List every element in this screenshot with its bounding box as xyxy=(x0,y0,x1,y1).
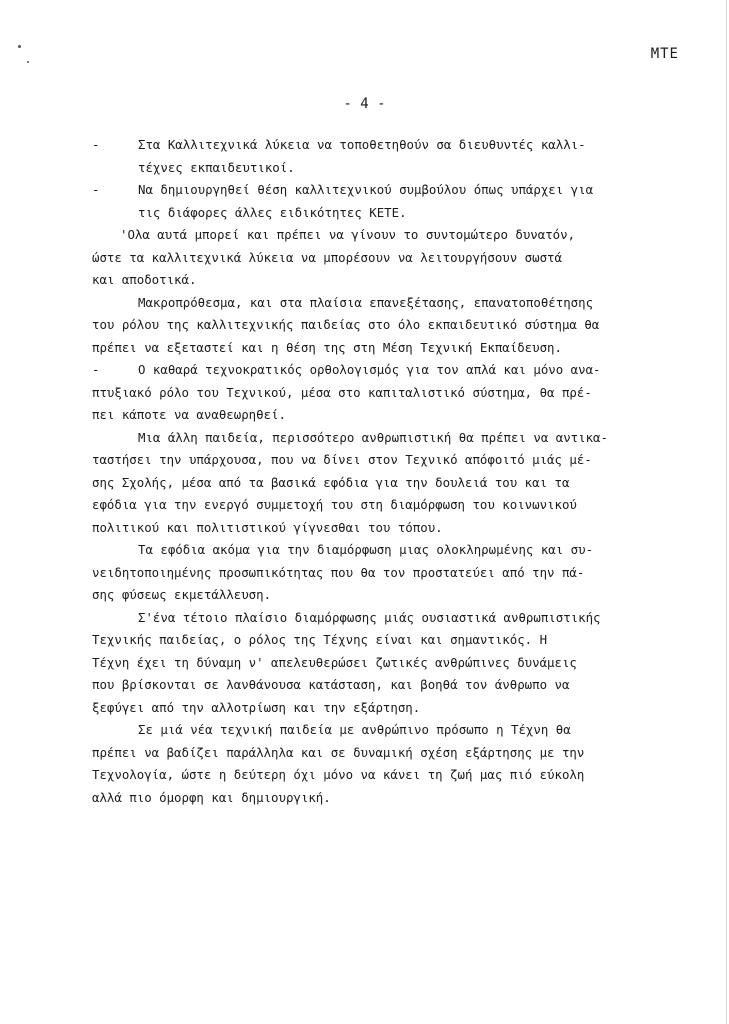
text-line: Τεχνικής παιδείας, ο ρόλος της Τέχνης είναι και σημαντικός. Η xyxy=(92,632,548,647)
text-line: Μακροπρόθεσμα, και στα πλαίσια επανεξέτασης, επανατοποθέτησης xyxy=(138,294,594,310)
text-line: Τέχνη έχει τη δύναμη ν' απελευθερώσει ζωτικές ανθρώπινες δυνάμεις xyxy=(92,654,577,670)
text-line: πτυξιακό ρόλο του Τεχνικού, μέσα στο καπιταλιστικό σύστημα, θα πρέ- xyxy=(92,384,592,400)
scan-edge-line xyxy=(726,0,727,1024)
scan-speck xyxy=(18,45,21,48)
text-line: σης φύσεως εκμετάλλευση. xyxy=(92,587,272,602)
text-line: αλλά πιο όμορφη και δημιουργική. xyxy=(92,789,331,805)
text-line xyxy=(92,179,704,202)
text-line: που βρίσκονται σε λανθάνουσα κατάσταση, και βοηθά τον άνθρωπο να xyxy=(92,677,570,692)
text-line xyxy=(92,359,704,382)
scan-speck xyxy=(27,61,29,63)
header-code: ΜΤΕ xyxy=(650,46,679,62)
text-line: και αποδοτικά. xyxy=(92,272,197,287)
bullet-dash: - xyxy=(92,362,100,377)
text-line: εφόδια για την ενεργό συμμετοχή του στη διαμόρφωση του κοινωνικού xyxy=(92,497,577,512)
text-line: τις διάφορες άλλες ειδικότητες ΚΕΤΕ. xyxy=(138,204,407,220)
text-line: ώστε τα καλλιτεχνικά λύκεια να μπορέσουν να λειτουργήσουν σωστά xyxy=(92,249,562,265)
text-line: του ρόλου της καλλιτεχνικής παιδείας στο όλο εκπαιδευτικό σύστημα θα xyxy=(92,317,600,332)
text-line xyxy=(92,134,704,157)
body-text xyxy=(92,134,704,809)
text-line: πει κάποτε να αναθεωρηθεί. xyxy=(92,407,286,422)
text-line: Σε μιά νέα τεχνική παιδεία με ανθρώπινο πρόσωπο η Τέχνη θα xyxy=(138,722,571,737)
text-line: πρέπει να βαδίζει παράλληλα και σε δυναμική σχέση εξάρτησης με την xyxy=(92,744,585,760)
text-line-content: Να δημιουργηθεί θέση καλλιτεχνικού συμβούλου όπως υπάρχει για xyxy=(138,182,594,197)
text-line: Τα εφόδια ακόμα για την διαμόρφωση μιας ολοκληρωμένης και συ- xyxy=(138,542,594,557)
text-line: πρέπει να εξεταστεί και η θέση της στη Μέση Τεχνική Εκπαίδευση. xyxy=(92,339,562,355)
text-line: ταστήσει την υπάρχουσα, που να δίνει στον Τεχνικό απόφοιτό μιάς μέ- xyxy=(92,452,592,467)
page-number: - 4 - xyxy=(343,96,386,112)
bullet-dash: - xyxy=(92,137,100,152)
text-line: Σ'ένα τέτοιο πλαίσιο διαμόρφωσης μιάς ουσιαστικά ανθρωπιστικής xyxy=(138,609,601,625)
text-line: τέχνες εκπαιδευτικοί. xyxy=(138,159,295,175)
text-line: πολιτικού και πολιτιστικού γίγνεσθαι του τόπου. xyxy=(92,519,443,535)
text-line-content: Στα Καλλιτεχνικά λύκεια να τοποθετηθούν σα διευθυντές καλλι- xyxy=(138,137,586,152)
bullet-dash: - xyxy=(92,182,100,197)
text-line: σης Σχολής, μέσα από τα βασικά εφόδια για την δουλειά του και τα xyxy=(92,474,570,490)
text-line-content: Ο καθαρά τεχνοκρατικός ορθολογισμός για τον απλά και μόνο ανα- xyxy=(138,362,601,377)
text-line: Μια άλλη παιδεία, περισσότερο ανθρωπιστική θα πρέπει να αντικα- xyxy=(138,429,608,445)
text-line: Τεχνολογία, ώστε η δεύτερη όχι μόνο να κάνει τη ζωή μας πιό εύκολη xyxy=(92,767,585,782)
text-line: ξεφύγει από την αλλοτρίωση και την εξάρτηση. xyxy=(92,699,421,715)
text-line: 'Ολα αυτά μπορεί και πρέπει να γίνουν το συντομώτερο δυνατόν, xyxy=(120,227,576,242)
text-line: νειδητοποιημένης προσωπικότητας που θα τον προστατεύει από την πά- xyxy=(92,564,585,580)
